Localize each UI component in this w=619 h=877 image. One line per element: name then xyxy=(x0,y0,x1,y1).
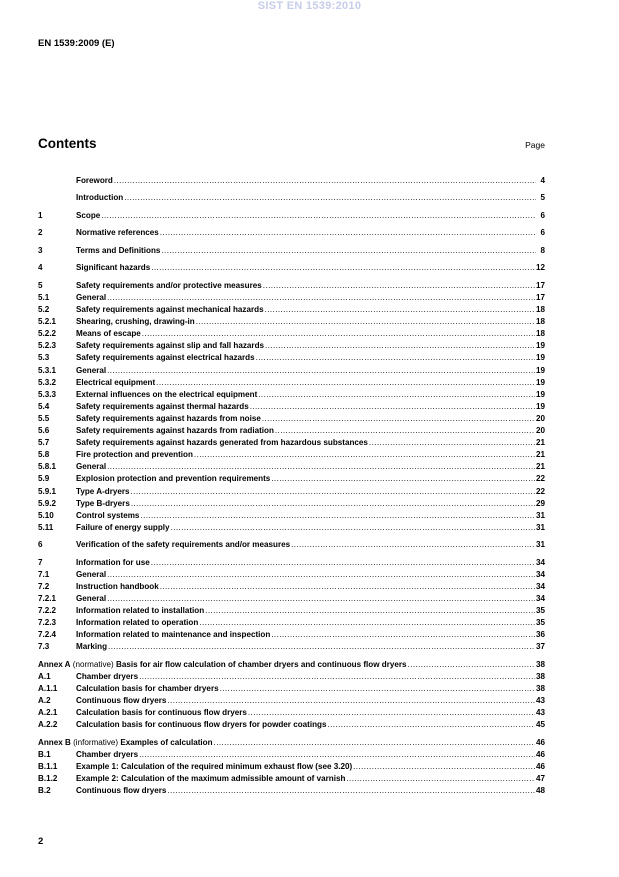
toc-entry-number: 5.3 xyxy=(38,353,50,363)
toc-entry[interactable] xyxy=(38,192,545,204)
toc-entry[interactable] xyxy=(38,749,545,761)
toc-entry-title: Marking xyxy=(76,642,108,652)
toc-entry-title: Safety requirements against mechanical hazards xyxy=(76,305,264,315)
toc-entry-number: 4 xyxy=(38,263,43,273)
toc-entry-title: Information related to installation xyxy=(76,606,205,616)
toc-entry-title xyxy=(38,659,407,671)
dot-leader xyxy=(107,593,535,605)
dot-leader xyxy=(160,581,535,593)
toc-entry-page: 19 xyxy=(535,389,545,399)
toc-entry-page: 22 xyxy=(535,474,545,484)
toc-entry[interactable] xyxy=(38,413,545,425)
dot-leader xyxy=(107,569,535,581)
toc-entry-page: 21 xyxy=(535,462,545,472)
document-id: EN 1539:2009 (E) xyxy=(38,38,115,49)
table-of-contents xyxy=(38,175,545,797)
toc-entry-number: 7.2 xyxy=(38,581,50,591)
toc-entry-page: 46 xyxy=(535,762,545,772)
toc-entry-number: 5.10 xyxy=(38,510,54,520)
toc-entry[interactable] xyxy=(38,629,545,641)
dot-leader xyxy=(256,352,535,364)
toc-entry-page: 29 xyxy=(535,498,545,508)
toc-entry-page: 46 xyxy=(535,749,545,759)
dot-leader xyxy=(214,737,535,749)
toc-entry-page: 12 xyxy=(535,263,545,273)
toc-entry-title: Type A-dryers xyxy=(76,486,130,496)
toc-entry-title: Calculation basis for continuous flow dryers xyxy=(76,708,247,718)
toc-entry[interactable] xyxy=(38,292,545,304)
toc-entry-page: 38 xyxy=(535,671,545,681)
toc-entry-number: 7.2.1 xyxy=(38,594,57,604)
annex-label: Annex A xyxy=(38,659,71,669)
dot-leader xyxy=(107,461,535,473)
dot-leader xyxy=(250,401,535,413)
toc-entry-page: 20 xyxy=(535,413,545,423)
toc-entry-title: General xyxy=(76,594,107,604)
toc-entry-page: 31 xyxy=(535,510,545,520)
dot-leader xyxy=(353,761,535,773)
dot-leader xyxy=(107,365,535,377)
toc-entry-number: 5.2.3 xyxy=(38,341,57,351)
toc-entry[interactable] xyxy=(38,449,545,461)
toc-entry-title: Safety requirements against hazards from radiation xyxy=(76,426,274,436)
annex-title: Basis for air flow calculation of chamber dryers and continuous flow dryers xyxy=(115,659,407,669)
toc-entry[interactable] xyxy=(38,773,545,785)
toc-entry-title: Safety requirements against electrical hazards xyxy=(76,353,255,363)
toc-entry-title: Explosion protection and prevention requirements xyxy=(76,474,271,484)
toc-entry-page: 19 xyxy=(535,401,545,411)
toc-entry-title: Example 2: Calculation of the maximum admissible amount of varnish xyxy=(76,774,346,784)
toc-entry-page: 31 xyxy=(535,522,545,532)
toc-entry-title: Example 1: Calculation of the required minimum exhaust flow (see 3.20) xyxy=(76,762,353,772)
toc-entry[interactable] xyxy=(38,557,545,569)
toc-entry-number: 5.9.1 xyxy=(38,486,57,496)
toc-entry[interactable] xyxy=(38,486,545,498)
toc-entry-number: 7.2.4 xyxy=(38,630,57,640)
toc-entry-title: Chamber dryers xyxy=(76,749,139,759)
toc-entry[interactable] xyxy=(38,695,545,707)
toc-entry[interactable] xyxy=(38,340,545,352)
toc-entry[interactable] xyxy=(38,539,545,551)
toc-entry-number: 5.3.1 xyxy=(38,365,57,375)
toc-entry-title: Safety requirements and/or protective measures xyxy=(76,280,262,290)
toc-entry-title: Electrical equipment xyxy=(76,377,156,387)
toc-entry-title: Information related to maintenance and inspection xyxy=(76,630,271,640)
toc-entry-page: 38 xyxy=(535,659,545,669)
toc-entry-page: 38 xyxy=(535,684,545,694)
toc-entry-page: 8 xyxy=(540,245,545,255)
toc-entry-page: 35 xyxy=(535,606,545,616)
dot-leader xyxy=(156,377,535,389)
dot-leader xyxy=(140,510,535,522)
toc-entry-title: General xyxy=(76,365,107,375)
toc-entry-page: 47 xyxy=(535,774,545,784)
toc-entry-page: 19 xyxy=(535,377,545,387)
toc-entry-page: 43 xyxy=(535,696,545,706)
toc-entry-title: Information related to operation xyxy=(76,618,199,628)
dot-leader xyxy=(346,773,535,785)
toc-entry-number: 5.9 xyxy=(38,474,50,484)
dot-leader xyxy=(263,280,535,292)
dot-leader xyxy=(139,749,535,761)
dot-leader xyxy=(171,522,535,534)
toc-entry-page: 4 xyxy=(540,176,545,185)
toc-entry-page: 36 xyxy=(535,630,545,640)
dot-leader xyxy=(107,292,535,304)
toc-entry-page: 6 xyxy=(540,210,545,220)
toc-entry-title: Verification of the safety requirements and/or measures xyxy=(76,540,291,550)
toc-entry-number: B.2 xyxy=(38,786,51,796)
toc-entry-number: 5.4 xyxy=(38,401,50,411)
toc-entry[interactable] xyxy=(38,522,545,534)
toc-entry-page: 21 xyxy=(535,438,545,448)
watermark: SIST EN 1539:2010 xyxy=(257,0,362,12)
toc-entry-page: 17 xyxy=(535,293,545,302)
dot-leader xyxy=(220,683,535,695)
toc-entry-number: 1 xyxy=(38,210,43,220)
toc-entry[interactable] xyxy=(38,401,545,413)
toc-entry-page: 45 xyxy=(535,720,545,730)
toc-entry[interactable] xyxy=(38,365,545,377)
toc-entry-title: Instruction handbook xyxy=(76,581,159,591)
toc-entry-page: 5 xyxy=(540,193,545,203)
dot-leader xyxy=(265,304,535,316)
toc-entry[interactable] xyxy=(38,641,545,653)
toc-entry[interactable] xyxy=(38,617,545,629)
toc-entry-title: Type B-dryers xyxy=(76,498,130,508)
toc-entry[interactable] xyxy=(38,352,545,364)
toc-entry-number: 5.5 xyxy=(38,413,50,423)
dot-leader xyxy=(328,719,535,731)
toc-entry-title: Fire protection and prevention xyxy=(76,450,193,460)
toc-entry-number: 5.6 xyxy=(38,426,50,436)
toc-entry-title: Continuous flow dryers xyxy=(76,696,167,706)
toc-entry-page: 34 xyxy=(535,581,545,591)
toc-entry-title xyxy=(38,737,213,749)
toc-entry-page: 20 xyxy=(535,426,545,436)
toc-entry-page: 19 xyxy=(535,353,545,363)
toc-entry-number: 5.8.1 xyxy=(38,462,57,472)
toc-entry-number: B.1.2 xyxy=(38,774,58,784)
toc-entry-page: 22 xyxy=(535,486,545,496)
toc-entry-number: 3 xyxy=(38,245,43,255)
toc-entry-number: A.1.1 xyxy=(38,684,58,694)
dot-leader xyxy=(131,486,535,498)
toc-entry-title: Terms and Definitions xyxy=(76,245,161,255)
toc-entry-page: 19 xyxy=(535,365,545,375)
dot-leader xyxy=(151,262,535,274)
toc-entry[interactable] xyxy=(38,671,545,683)
toc-entry-title: Safety requirements against hazards generated from hazardous substances xyxy=(76,438,368,448)
toc-entry-number: 5.3.2 xyxy=(38,377,57,387)
toc-entry-title: Normative references xyxy=(76,228,159,238)
dot-leader xyxy=(124,192,536,204)
dot-leader xyxy=(258,389,535,401)
toc-entry-title: Control systems xyxy=(76,510,140,520)
dot-leader xyxy=(108,641,535,653)
toc-entry[interactable] xyxy=(38,683,545,695)
toc-entry[interactable] xyxy=(38,569,545,581)
dot-leader xyxy=(161,245,536,257)
toc-entry-title: Chamber dryers xyxy=(76,671,139,681)
toc-entry-title: Means of escape xyxy=(76,329,141,339)
dot-leader xyxy=(265,340,535,352)
toc-entry[interactable] xyxy=(38,581,545,593)
toc-entry[interactable] xyxy=(38,304,545,316)
dot-leader xyxy=(275,425,535,437)
dot-leader xyxy=(291,539,535,551)
toc-entry-title: General xyxy=(76,569,107,579)
toc-entry-page: 46 xyxy=(535,737,545,747)
toc-entry-number: 7 xyxy=(38,557,43,567)
toc-entry[interactable] xyxy=(38,210,545,222)
toc-entry[interactable] xyxy=(38,175,545,187)
toc-entry[interactable] xyxy=(38,719,545,731)
toc-entry-number: 5.2.2 xyxy=(38,329,57,339)
toc-entry-number: 5.1 xyxy=(38,293,50,302)
dot-leader xyxy=(167,785,535,797)
dot-leader xyxy=(408,659,535,671)
toc-entry-number: 6 xyxy=(38,540,43,550)
dot-leader xyxy=(114,175,536,187)
toc-entry[interactable] xyxy=(38,605,545,617)
annex-title: Examples of calculation xyxy=(120,737,213,747)
dot-leader xyxy=(262,413,535,425)
toc-entry-page: 21 xyxy=(535,450,545,460)
toc-entry-page: 18 xyxy=(535,305,545,315)
toc-entry-title: External influences on the electrical equipment xyxy=(76,389,258,399)
toc-entry-number: 5.9.2 xyxy=(38,498,57,508)
toc-entry[interactable] xyxy=(38,659,545,671)
toc-entry-title: Safety requirements against thermal hazards xyxy=(76,401,249,411)
dot-leader xyxy=(160,227,536,239)
toc-entry-number: 5.2.1 xyxy=(38,317,57,327)
toc-entry[interactable] xyxy=(38,389,545,401)
toc-entry-number: 7.3 xyxy=(38,642,50,652)
toc-entry-number: 5.7 xyxy=(38,438,50,448)
toc-entry-page: 19 xyxy=(535,341,545,351)
toc-entry[interactable] xyxy=(38,498,545,510)
toc-entry-title: General xyxy=(76,462,107,472)
toc-entry[interactable] xyxy=(38,473,545,485)
annex-label: Annex B xyxy=(38,737,71,747)
toc-entry-number: 7.1 xyxy=(38,569,50,579)
toc-entry[interactable] xyxy=(38,437,545,449)
toc-entry-title: Calculation basis for continuous flow dryers for powder coatings xyxy=(76,720,327,730)
toc-entry-page: 48 xyxy=(535,786,545,796)
toc-entry[interactable] xyxy=(38,245,545,257)
dot-leader xyxy=(101,210,536,222)
toc-entry-page: 34 xyxy=(535,569,545,579)
toc-entry[interactable] xyxy=(38,510,545,522)
toc-entry-title: Significant hazards xyxy=(76,263,151,273)
toc-entry-title: Continuous flow dryers xyxy=(76,786,167,796)
toc-entry[interactable] xyxy=(38,461,545,473)
toc-entry-number: 7.2.3 xyxy=(38,618,57,628)
toc-entry-number: A.2 xyxy=(38,696,51,706)
toc-entry[interactable] xyxy=(38,593,545,605)
dot-leader xyxy=(151,557,535,569)
toc-entry-page: 18 xyxy=(535,317,545,327)
page-column-label: Page xyxy=(525,140,545,150)
toc-entry-number: 7.2.2 xyxy=(38,606,57,616)
toc-entry-title: Safety requirements against hazards from noise xyxy=(76,413,261,423)
toc-entry[interactable] xyxy=(38,328,545,340)
toc-entry-number: B.1.1 xyxy=(38,762,58,772)
page-number: 2 xyxy=(38,836,44,847)
toc-entry[interactable] xyxy=(38,785,545,797)
dot-leader xyxy=(205,605,535,617)
toc-entry-page: 43 xyxy=(535,708,545,718)
page-title: Contents xyxy=(38,136,97,151)
dot-leader xyxy=(199,617,535,629)
toc-entry-title: Safety requirements against slip and fall hazards xyxy=(76,341,265,351)
toc-entry-number: 5.2 xyxy=(38,305,50,315)
toc-entry[interactable] xyxy=(38,737,545,749)
toc-entry-page: 18 xyxy=(535,329,545,339)
dot-leader xyxy=(131,498,535,510)
toc-entry[interactable] xyxy=(38,425,545,437)
toc-entry-page: 35 xyxy=(535,618,545,628)
toc-entry[interactable] xyxy=(38,316,545,328)
toc-entry[interactable] xyxy=(38,227,545,239)
toc-entry-title: Foreword xyxy=(76,176,113,185)
toc-entry-number: B.1 xyxy=(38,749,51,759)
toc-entry-page: 6 xyxy=(540,228,545,238)
toc-entry[interactable] xyxy=(38,377,545,389)
annex-kind: (informative) xyxy=(70,737,121,747)
dot-leader xyxy=(142,328,535,340)
toc-entry-title: Calculation basis for chamber dryers xyxy=(76,684,219,694)
toc-entry-page: 37 xyxy=(535,642,545,652)
toc-entry-number: 5 xyxy=(38,280,43,290)
dot-leader xyxy=(271,629,535,641)
toc-entry-number: A.1 xyxy=(38,671,51,681)
toc-entry[interactable] xyxy=(38,707,545,719)
toc-entry-page: 31 xyxy=(535,540,545,550)
toc-entry-title: Scope xyxy=(76,210,101,220)
toc-entry-number: 5.3.3 xyxy=(38,389,57,399)
toc-entry-page: 17 xyxy=(535,280,545,290)
dot-leader xyxy=(369,437,535,449)
dot-leader xyxy=(196,316,535,328)
toc-entry-title: Introduction xyxy=(76,193,124,203)
dot-leader xyxy=(271,473,535,485)
toc-entry-page: 34 xyxy=(535,594,545,604)
toc-entry-page: 34 xyxy=(535,557,545,567)
dot-leader xyxy=(194,449,535,461)
dot-leader xyxy=(167,695,535,707)
toc-entry-title: Failure of energy supply xyxy=(76,522,170,532)
annex-kind: (normative) xyxy=(70,659,116,669)
toc-entry-number: 2 xyxy=(38,228,43,238)
toc-entry[interactable] xyxy=(38,761,545,773)
toc-entry-title: General xyxy=(76,293,107,302)
toc-entry-number: A.2.1 xyxy=(38,708,58,718)
toc-entry-title: Information for use xyxy=(76,557,150,567)
toc-entry-number: 5.11 xyxy=(38,522,54,532)
toc-entry[interactable] xyxy=(38,280,545,292)
toc-entry-number: 5.8 xyxy=(38,450,50,460)
toc-entry[interactable] xyxy=(38,262,545,274)
dot-leader xyxy=(248,707,535,719)
toc-entry-number: A.2.2 xyxy=(38,720,58,730)
dot-leader xyxy=(139,671,535,683)
toc-entry-title: Shearing, crushing, drawing-in xyxy=(76,317,195,327)
